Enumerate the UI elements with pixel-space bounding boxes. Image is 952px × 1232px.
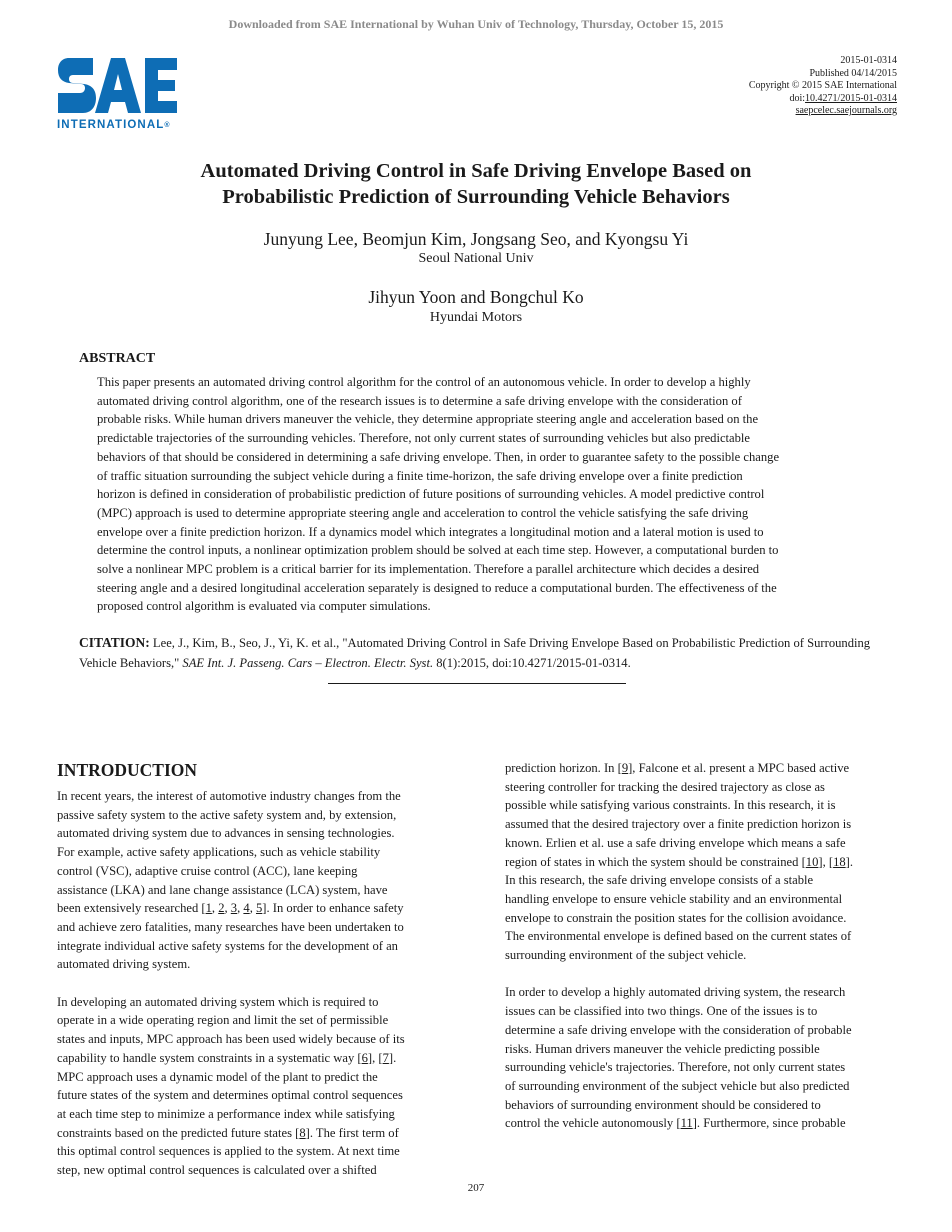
text-line: states and inputs, MPC approach has been used widely because of its [57,1032,405,1047]
reference-link[interactable]: 10 [805,854,819,869]
abstract-line: proposed control algorithm is evaluated via computer simulations. [97,599,431,614]
text-line: and achieve zero fatalities, many researches have been undertaken to [57,919,404,934]
text-line: In developing an automated driving system which is required to [57,994,379,1009]
affiliation-2: Hyundai Motors [429,310,523,325]
reference-link[interactable]: 18 [833,854,846,869]
abstract-line: envelope over a finite prediction horizon. If a dynamics model which integrates a longitudinal motion and a lateral motion is used to [97,524,764,539]
text-line: In order to develop a highly automated driving system, the research [505,985,846,1000]
text-line: future states of the system and determines optimal control sequences [57,1088,403,1103]
reference-link[interactable]: 9 [621,761,629,775]
reference-link[interactable]: 1 [205,901,212,916]
abstract-line: predictable trajectories of the surrounding vehicles. Therefore, not only current states of surrounding vehicles but also predictable [97,431,751,446]
reference-link[interactable]: 5 [255,901,263,916]
published-date: Published 04/14/2015 [809,67,897,79]
text-line: control the vehicle autonomously [11]. Furthermore, since probable [505,1116,846,1131]
text-line: operate in a wide operating region and limit the set of permissible [57,1013,389,1028]
reference-link[interactable]: 8 [299,1125,306,1140]
reference-link[interactable]: 4 [243,901,250,916]
paper-id: 2015-01-0314 [840,55,897,66]
abstract-line: (MPC) approach is used to determine appropriate steering angle and acceleration to control the vehicle satisfying the safe driving [97,505,749,520]
text-line: The environmental envelope is defined based on the current states of [505,929,852,944]
text-line: at each time step to minimize a performance index while satisfying [57,1106,395,1121]
affiliation-1: Seoul National Univ [418,251,534,266]
text-line: steering controller for tracking the desired trajectory as close as [505,779,825,794]
sae-logo [57,56,179,134]
text-line: handling envelope to ensure vehicle stability and an environmental [505,891,843,906]
citation-journal: SAE Int. J. Passeng. Cars – Electron. Electr. Syst. [182,655,434,670]
text-line: constraints based on the predicted future states [8]. The first term of [57,1125,399,1140]
abstract-body [97,373,887,616]
abstract-line: steering angle and a desired longitudinal acceleration separately is designed to reduce a computational burden. The effectiveness of the [97,580,777,595]
text-line: step, new optimal control sequences is calculated over a shifted [57,1163,377,1178]
text-line: envelope to constrain the position states for the collision avoidance. [505,910,847,925]
text-line: In this research, the safe driving envelope consists of a stable [505,873,814,888]
text-line: issues can be classified into two things. One of the issues is to [505,1004,818,1019]
text-line: integrate individual active safety systems for the development of an [57,938,398,953]
abstract-line: This paper presents an automated driving control algorithm for the control of an autonomous vehicle. In order to develop a highly [97,375,751,389]
text-line: passive safety system to the active safety system and, by extension, [57,807,397,822]
text-line: In recent years, the interest of automotive industry changes from the [57,789,401,803]
paragraph [57,787,447,974]
citation-label: CITATION: [79,635,150,650]
text-line: possible while satisfying various constraints. In this research, it is [505,798,836,813]
page-number: 207 [467,1182,485,1194]
text-line: automated driving system. [57,957,191,972]
paragraph [57,993,447,1180]
text-line: MPC approach uses a dynamic model of the plant to predict the [57,1069,378,1084]
paper-title: Automated Driving Control in Safe Driving Envelope Based on Probabilistic Prediction of Surrounding Vehicle Behaviors [200,160,752,208]
text-line: capability to handle system constraints in a systematic way [6], [7]. [57,1050,397,1065]
reference-link[interactable]: 3 [230,901,238,916]
sae-logo-mark [57,56,179,116]
download-banner: Downloaded from SAE International by Wuhan Univ of Technology, Thursday, October 15, 2015 [228,17,724,31]
text-line: assumed that the desired trajectory over a finite prediction horizon is [505,817,852,832]
text-line: surrounding vehicle's trajectories. Therefore, not only current states [505,1060,846,1075]
introduction-left-column [57,787,447,1180]
text-line: been extensively researched [1, 2, 3, 4, 5]. In order to enhance safety [57,901,404,916]
abstract-line: probable risks. While human drivers maneuver the vehicle, they determine appropriate steering angle and acceleration based on the [97,412,759,427]
abstract-heading: ABSTRACT [79,351,156,366]
text-line: automated driving system due to advances in sensing technologies. [57,826,395,841]
reference-link[interactable]: 2 [218,901,225,916]
abstract-line: behaviors of that should be considered in determining a safe driving envelope. Then, in order to guarantee safety to the possible change [97,449,780,464]
registered-mark: ® [164,122,171,129]
paragraph [505,983,895,1133]
publication-info [749,55,897,118]
abstract-line: automated driving control algorithm, one of the research issues is to determine a safe driving envelope with the consideration of [97,393,742,408]
introduction-right-column [505,759,895,1133]
text-line: of surrounding environment of the subject vehicle but also predicted [505,1078,850,1093]
text-line: prediction horizon. In [9], Falcone et al. present a MPC based active [505,761,850,775]
divider-rule [328,683,626,684]
text-line: assistance (LKA) and lane change assistance (LCA) system, have [57,882,388,897]
text-line: For example, active safety applications, such as vehicle stability [57,845,381,860]
text-line: surrounding environment of the subject vehicle. [505,948,747,963]
sae-logo-subtitle: INTERNATIONAL® [57,119,171,131]
text-line: behaviors of surrounding environment should be considered to [505,1097,821,1112]
copyright: Copyright © 2015 SAE International [748,80,897,91]
text-line: control (VSC), adaptive cruise control (ACC), lane keeping [57,863,358,878]
text-line: region of states in which the system should be constrained [10], [18]. [505,854,854,869]
abstract-line: solve a nonlinear MPC problem is a critical barrier for its implementation. Therefore a parallel architecture which decides a desired [97,562,760,577]
abstract-line: of traffic situation surrounding the subject vehicle during a finite time-horizon, the safe driving envelope over a finite prediction [97,468,743,483]
journal-link[interactable]: saepcelec.saejournals.org [795,105,897,116]
paragraph [505,759,895,965]
author-group-2: Jihyun Yoon and Bongchul Ko [368,287,584,307]
doi-link[interactable]: 10.4271/2015-01-0314 [805,92,897,104]
doi-line: doi:10.4271/2015-01-0314 [789,92,897,104]
abstract-line: horizon is defined in consideration of probabilistic prediction of future positions of surrounding vehicles. A model predictive control [97,487,765,502]
author-group-1: Junyung Lee, Beomjun Kim, Jongsang Seo, and Kyongsu Yi [263,229,689,249]
citation: CITATION: Lee, J., Kim, B., Seo, J., Yi, K. et al., "Automated Driving Control in Safe Driving Envelope Based on Probabilistic Prediction of Surrounding Vehicle Behaviors," SAE Int. J. Passeng. Cars – Electron. Electr. Syst. 8(1):2015, doi:10.4271/2015-01-0314. [79,635,871,670]
reference-link[interactable]: 6 [361,1050,368,1065]
text-line: known. Erlien et al. use a safe driving envelope which means a safe [505,835,846,850]
reference-link[interactable]: 11 [680,1116,693,1131]
introduction-heading: INTRODUCTION [57,760,198,780]
text-line: this optimal control sequences is applied to the system. At next time [57,1144,400,1159]
text-line: determine a safe driving envelope with the consideration of probable [505,1022,852,1037]
text-line: risks. Human drivers maneuver the vehicle predicting possible [505,1041,820,1056]
reference-link[interactable]: 7 [382,1050,389,1065]
abstract-line: determine the control inputs, a nonlinear optimization problem should be solved at each time step. However, a computational burden to [97,543,779,558]
